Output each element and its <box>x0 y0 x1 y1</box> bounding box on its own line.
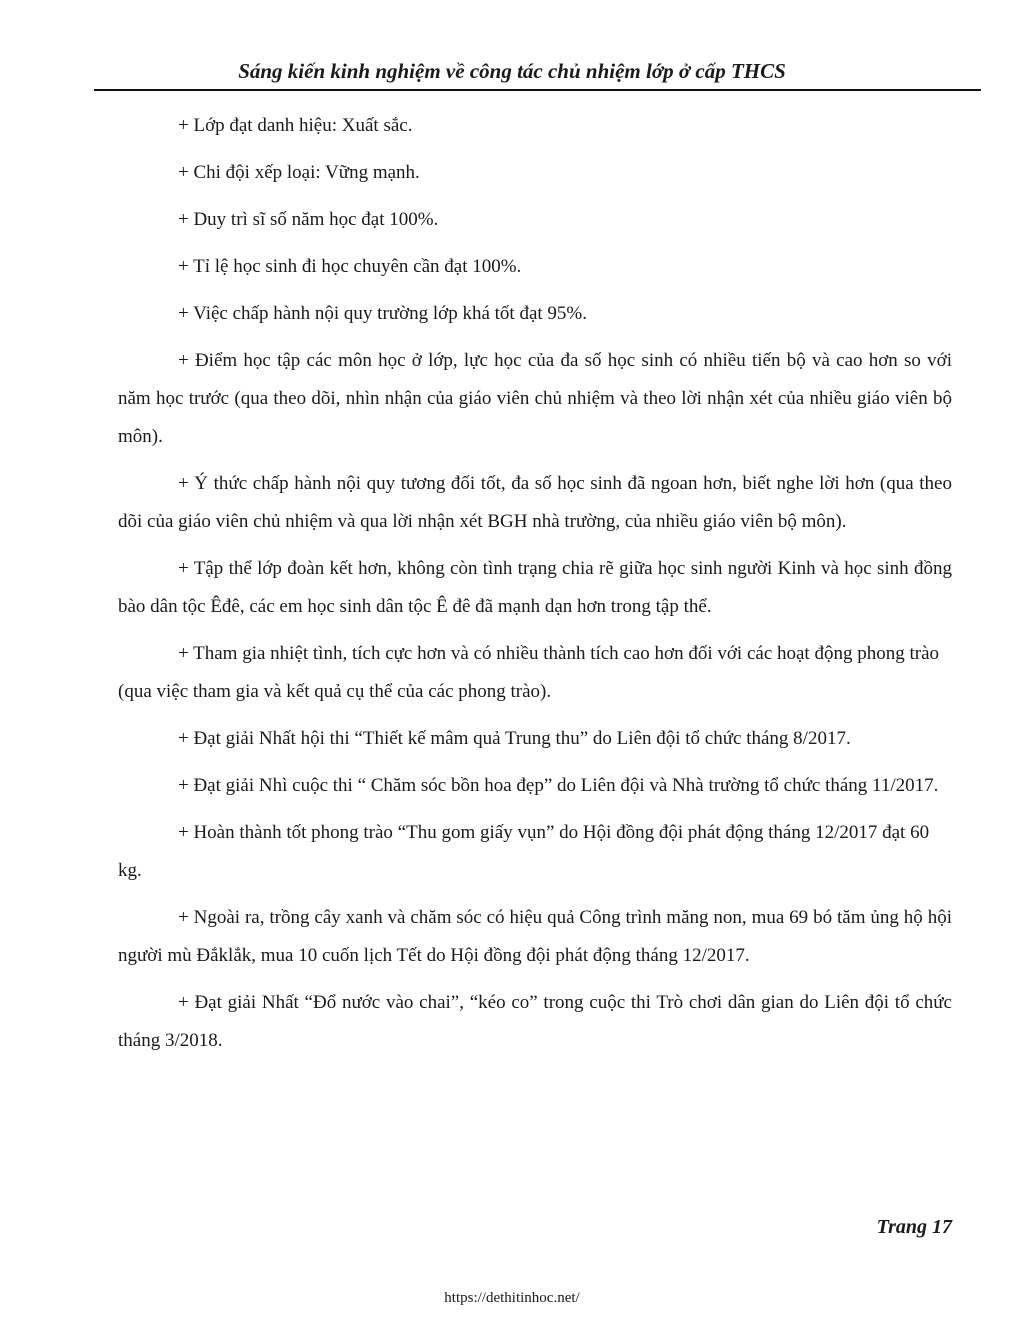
paragraph-class-title: + Lớp đạt danh hiệu: Xuất sắc. <box>178 115 413 136</box>
paragraph-other-activities: + Ngoài ra, trồng cây xanh và chăm sóc có hiệu quả Công trình măng non, mua 69 bó tăm ủng hộ hội người mù Đắklắk, mua 10 cuốn lịch Tết do Hội đồng đội phát động tháng 12/2017. <box>118 907 952 966</box>
paragraph-folk-games-award: + Đạt giải Nhất “Đổ nước vào chai”, “kéo co” trong cuộc thi Trò chơi dân gian do Liên đội tổ chức tháng 3/2018. <box>118 992 952 1051</box>
footer-url: https://dethitinhoc.net/ <box>444 1290 580 1306</box>
page-number: Trang 17 <box>876 1216 952 1238</box>
paragraph-movement-participation: + Tham gia nhiệt tình, tích cực hơn và có nhiều thành tích cao hơn đối với các hoạt động phong trào (qua việc tham gia và kết quả cụ thể của các phong trào). <box>118 643 940 702</box>
paragraph-enrollment: + Duy trì sĩ số năm học đạt 100%. <box>178 209 439 230</box>
paragraph-discipline: + Ý thức chấp hành nội quy tương đối tốt, đa số học sinh đã ngoan hơn, biết nghe lời hơn (qua theo dõi của giáo viên chủ nhiệm và qua lời nhận xét BGH nhà trường, của nhiều giáo viên bộ môn). <box>118 473 952 532</box>
paragraph-attendance: + Tỉ lệ học sinh đi học chuyên cần đạt 100%. <box>178 256 522 277</box>
paragraph-paper-collection: + Hoàn thành tốt phong trào “Thu gom giấy vụn” do Hội đồng đội phát động tháng 12/2017 đạt 60 kg. <box>118 822 930 881</box>
paragraph-rules-compliance: + Việc chấp hành nội quy trường lớp khá tốt đạt 95%. <box>178 303 587 324</box>
paragraph-award-mid-autumn: + Đạt giải Nhất hội thi “Thiết kế mâm quả Trung thu” do Liên đội tổ chức tháng 8/2017. <box>178 728 851 749</box>
page-header-title: Sáng kiến kinh nghiệm về công tác chủ nhiệm lớp ở cấp THCS <box>238 59 786 83</box>
document-body <box>118 107 952 1069</box>
paragraph-class-unity: + Tập thể lớp đoàn kết hơn, không còn tình trạng chia rẽ giữa học sinh người Kinh và học sinh đồng bào dân tộc Êđê, các em học sinh dân tộc Ê đê đã mạnh dạn hơn trong tập thể. <box>118 558 952 617</box>
header-divider <box>94 89 981 91</box>
paragraph-award-flower-bed: + Đạt giải Nhì cuộc thi “ Chăm sóc bồn hoa đẹp” do Liên đội và Nhà trường tổ chức tháng 11/2017. <box>178 775 939 796</box>
paragraph-team-rating: + Chi đội xếp loại: Vững mạnh. <box>178 162 420 183</box>
paragraph-academic-progress: + Điểm học tập các môn học ở lớp, lực học của đa số học sinh có nhiều tiến bộ và cao hơn so với năm học trước (qua theo dõi, nhìn nhận của giáo viên chủ nhiệm và theo lời nhận xét của nhiều giáo viên bộ môn). <box>118 350 952 447</box>
